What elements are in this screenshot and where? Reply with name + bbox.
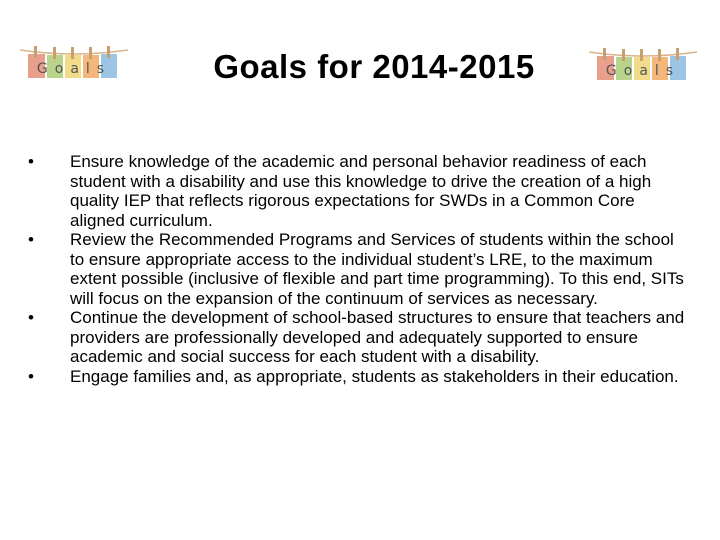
list-item — [28, 308, 688, 367]
goal-text: Ensure knowledge of the academic and personal behavior readiness of each student with a disability and use this knowledge to drive the creation of a high quality IEP that reflects rigorous expectations for SWDs in a Common Core aligned curriculum. — [70, 152, 652, 230]
list-item — [28, 230, 688, 308]
bullet-marker: • — [28, 308, 34, 327]
goals-banner-logo-right — [587, 42, 699, 86]
list-item — [28, 152, 688, 230]
logo-lettering: Goals — [605, 63, 681, 79]
page-title: Goals for 2014-2015 — [213, 48, 535, 85]
goal-text: Review the Recommended Programs and Services of students within the school to ensure appropriate access to the individual student’s LRE, to the maximum extent possible (inclusive of flexible and part time programming). To this end, SITs will focus on the expansion of the continuum of services as necessary. — [70, 230, 684, 308]
list-item — [28, 367, 688, 387]
goal-text: Continue the development of school-based structures to ensure that teachers and providers are professionally developed and adequately supported to ensure academic and social success for each student with a disability. — [70, 308, 685, 366]
goals-bullet-list — [28, 152, 688, 386]
bullet-marker: • — [28, 152, 34, 171]
logo-lettering: Goals — [36, 61, 112, 77]
bullet-marker: • — [28, 230, 34, 249]
bullet-marker: • — [28, 366, 34, 386]
goal-text: Engage families and, as appropriate, students as stakeholders in their education. — [70, 366, 679, 386]
goals-banner-image — [587, 42, 699, 86]
